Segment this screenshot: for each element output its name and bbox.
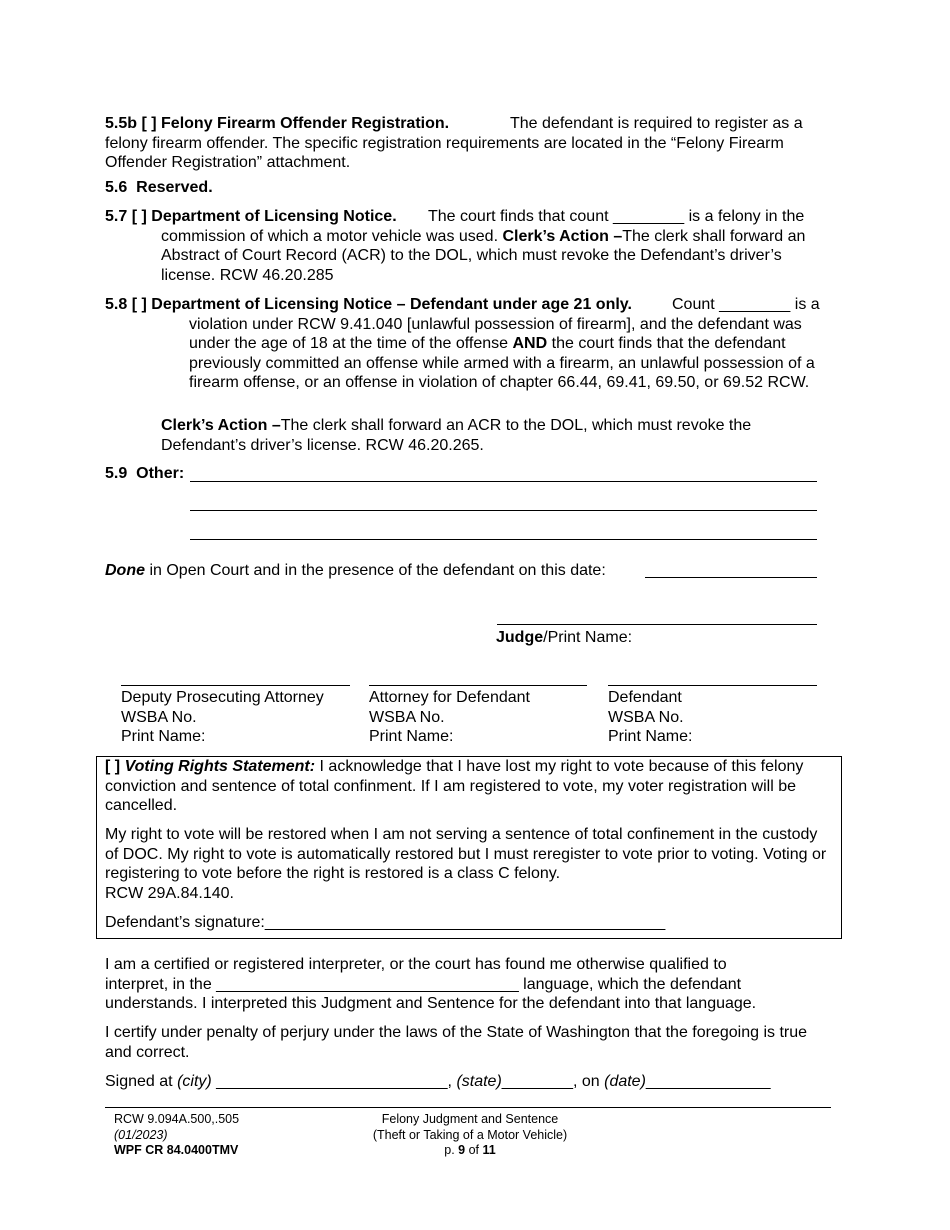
signature-block-prosecutor [121, 688, 351, 747]
section-number: 5.7 [105, 208, 128, 225]
footer-version: (01/2023) [114, 1127, 168, 1142]
section-title: Other: [136, 465, 185, 482]
section-5-9 [105, 464, 184, 484]
signature-role: Defendant [608, 689, 682, 706]
section-title: Felony Firearm Offender Registration. [161, 115, 450, 132]
footer-subtitle: (Theft or Taking of a Motor Vehicle) [372, 1127, 568, 1142]
signature-block-defendant [608, 688, 838, 747]
voting-rights-box [96, 756, 842, 939]
section-number: 5.8 [105, 296, 128, 313]
checkbox[interactable]: [ ] [141, 115, 157, 132]
certify-statement: I certify under penalty of perjury under the laws of the State of Washington that the foregoing is true and correct. [105, 1024, 808, 1061]
section-number: 5.9 [105, 465, 128, 482]
judge-signature-line[interactable] [497, 624, 817, 625]
date-line[interactable] [645, 577, 817, 578]
clerk-action-label: Clerk’s Action – [502, 227, 623, 245]
signature-wsba: WSBA No. [121, 708, 197, 726]
signature-print-name: Print Name: [608, 728, 693, 745]
other-line-1[interactable] [190, 481, 817, 482]
signature-line-defendant[interactable] [608, 685, 817, 686]
section-title: Reserved. [136, 179, 213, 196]
section-5-6 [105, 178, 213, 198]
defendant-signature-field[interactable]: _____________________________________________ [264, 914, 666, 931]
defendant-signature-row [105, 913, 830, 933]
checkbox[interactable]: [ ] [131, 208, 147, 225]
signature-role: Deputy Prosecuting Attorney [121, 689, 324, 706]
signed-at-row[interactable]: Signed at (city) __________________________, (state)________, on (date)______________ [105, 1073, 771, 1090]
signature-wsba: WSBA No. [608, 708, 684, 726]
footer-center [330, 1112, 610, 1159]
judge-label: Judge/Print Name: [496, 629, 633, 646]
section-title: Department of Licensing Notice. [151, 208, 397, 225]
voting-rights-title: Voting Rights Statement: [124, 758, 316, 775]
defendant-signature-label: Defendant’s signature: [105, 914, 265, 931]
footer-title: Felony Judgment and Sentence [381, 1112, 559, 1126]
section-5-8-body: Count ________ is a violation under RCW 9.41.040 [unlawful possession of firearm], and the defendant was under the age of 18 at the time of the offense AND the court finds that the defendant previously committed an offense while armed with a firearm, an unlawful possession of a firearm offense, or an offense in violation of chapter 66.44, 69.41, 69.50, or 69.52 RCW. [189, 296, 820, 391]
section-text: The defendant is required to register as a felony firearm offender. The specific registration requirements are located in the “Felony Firearm Offender Registration” attachment. [105, 115, 803, 171]
footer-form-number: WPF CR 84.0400TMV [114, 1143, 239, 1157]
section-number: 5.5b [105, 115, 138, 132]
footer-page-number: p. 9 of 11 [444, 1143, 496, 1157]
signature-print-name: Print Name: [121, 728, 206, 745]
footer-rcw: RCW 9.094A.500,.505 [114, 1112, 240, 1126]
signature-line-attorney[interactable] [369, 685, 587, 686]
other-line-2[interactable] [190, 510, 817, 511]
signature-role: Attorney for Defendant [369, 689, 530, 706]
section-title: Department of Licensing Notice – Defendant under age 21 only. [151, 296, 632, 313]
checkbox[interactable]: [ ] [105, 758, 121, 775]
voting-rights-para-2: My right to vote will be restored when I am not serving a sentence of total confinement in the custody of DOC. My right to vote is automatically restored but I must reregister to vote prior to voting. Voting or registering to vote before the right is restored is a class C felony. RCW 29A.84.140. [105, 826, 827, 902]
checkbox[interactable]: [ ] [131, 296, 147, 313]
other-line-3[interactable] [190, 539, 817, 540]
footer-divider [105, 1107, 831, 1108]
voting-rights-para-1: [ ] Voting Rights Statement: I acknowledge that I have lost my right to vote because of this felony conviction and sentence of total confinment. If I am registered to vote, my voter registration will be cancelled. [105, 758, 804, 814]
section-5-7-body: The court finds that count ________ is a felony in the commission of which a motor vehicle was used. Clerk’s Action –The clerk shall forward an Abstract of Court Record (ACR) to the DOL, which must revoke the Defendant’s driver’s license. RCW 46.20.285 [161, 208, 806, 284]
interpreter-language-row[interactable]: interpret, in the __________________________________ language, which the defendant [105, 975, 742, 993]
clerk-action-label: Clerk’s Action – [161, 417, 281, 434]
interpreter-statement: I am a certified or registered interpreter, or the court has found me otherwise qualified to interpret, in the __________________________________ language, which the defendant understands. I interpreted this Judgment and Sentence for the defendant into that language. [105, 955, 835, 1014]
done-label: Done [105, 562, 145, 579]
section-5-5b-body [105, 114, 830, 173]
done-statement: Done in Open Court and in the presence of the defendant on this date: [105, 562, 606, 579]
signature-print-name: Print Name: [369, 728, 454, 745]
section-number: 5.6 [105, 179, 128, 196]
signature-block-attorney [369, 688, 599, 747]
signature-line-prosecutor[interactable] [121, 685, 350, 686]
signature-wsba: WSBA No. [369, 708, 445, 726]
footer-left [114, 1112, 239, 1159]
section-5-8-clerk: Clerk’s Action –The clerk shall forward an ACR to the DOL, which must revoke the Defendant’s driver’s license. RCW 46.20.265. [161, 417, 752, 454]
